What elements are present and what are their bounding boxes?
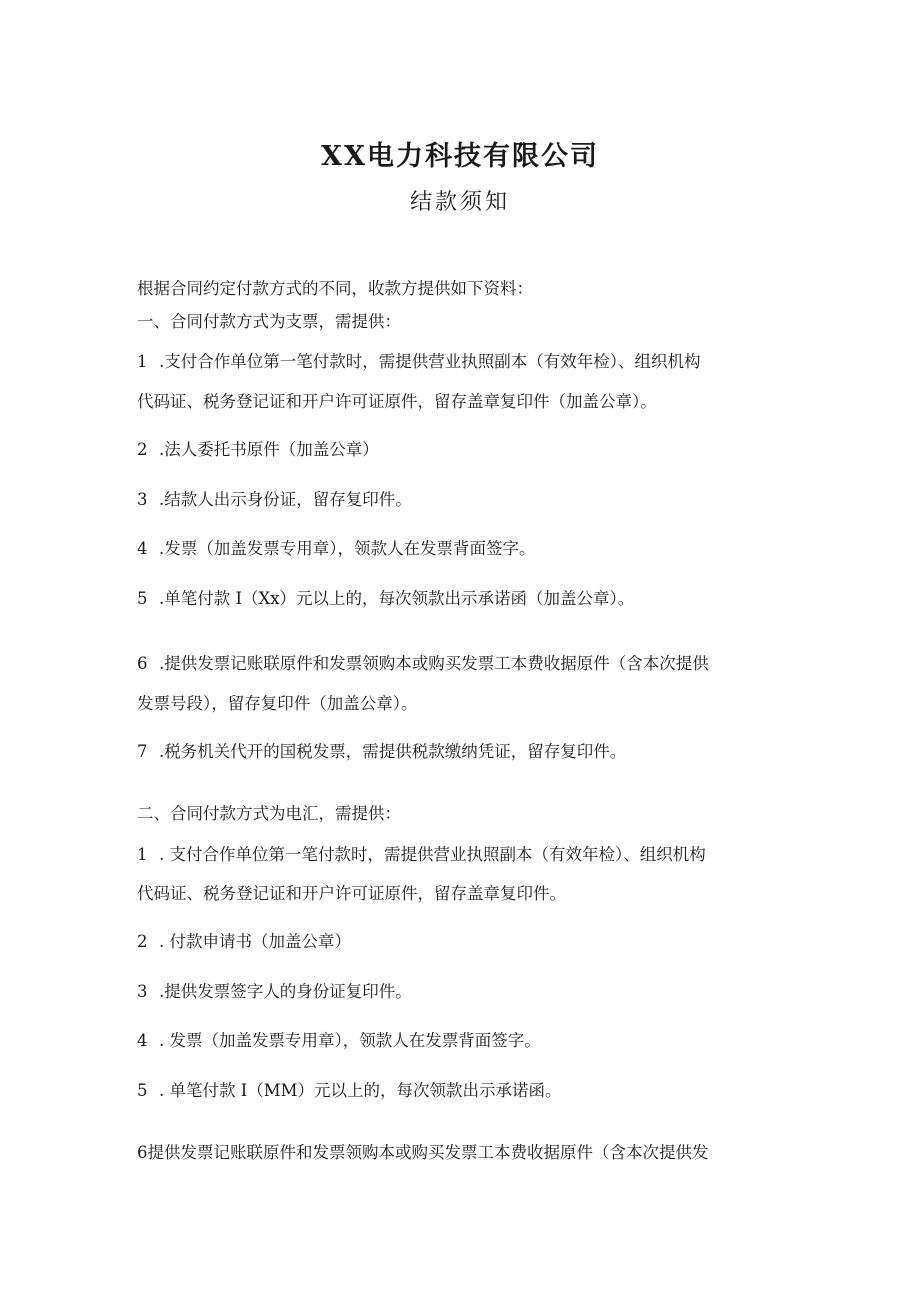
list-item [137,932,787,952]
item-text: .税务机关代开的国税发票，需提供税款缴纳凭证，留存复印件。 [159,742,627,761]
list-item [137,1031,787,1051]
item-text: .法人委托书原件（加盖公章） [159,440,379,459]
item-number: 6 [137,654,148,673]
item-text: .提供发票记账联原件和发票领购本或购买发票工本费收据原件（含本次提供 [159,654,709,673]
list-item [137,589,787,609]
item-text: . 付款申请书（加盖公章） [159,932,351,951]
list-item-continuation: 发票号段），留存复印件（加盖公章）。 [137,694,418,713]
item-number: 5 [137,589,148,608]
item-number: 1 [137,845,148,864]
section1-heading: 一、合同付款方式为支票，需提供： [137,312,401,331]
list-item [137,654,787,674]
item-text: .支付合作单位第一笔付款时，需提供营业执照副本（有效年检）、组织机构 [159,352,701,371]
list-item [137,539,787,559]
list-item [137,845,787,865]
item-number: 1 [137,352,148,371]
item-text: .提供发票签字人的身份证复印件。 [159,982,412,1001]
item-number: 3 [137,982,148,1001]
list-item-continuation: 代码证、税务登记证和开户许可证原件，留存盖章复印件。 [137,884,566,903]
item-text: . 单笔付款 I（MM）元以上的，每次领款出示承诺函。 [159,1081,562,1100]
list-item-continuation: 代码证、税务登记证和开户许可证原件，留存盖章复印件（加盖公章）。 [137,392,657,411]
item-text: . 发票（加盖发票专用章），领款人在发票背面签字。 [159,1031,541,1050]
list-item [137,352,787,372]
company-title: XX电力科技有限公司 [321,141,599,172]
item-number: 2 [137,440,148,459]
item-number: 4 [137,1031,148,1050]
list-item-partial: 6提供发票记账联原件和发票领购本或购买发票工本费收据原件（含本次提供发 [137,1143,709,1162]
document-subtitle: 结款须知 [409,190,510,215]
item-text: .发票（加盖发票专用章），领款人在发票背面签字。 [159,539,536,558]
item-text: .单笔付款 I（Xx）元以上的，每次领款出示承诺函（加盖公章）。 [159,589,635,608]
item-text: . 支付合作单位第一笔付款时，需提供营业执照副本（有效年检）、组织机构 [159,845,706,864]
list-item [137,490,787,510]
item-text: .结款人出示身份证，留存复印件。 [159,490,412,509]
list-item [137,440,787,460]
list-item [137,982,787,1002]
item-number: 3 [137,490,148,509]
list-item [137,742,787,762]
section2-heading: 二、合同付款方式为电汇，需提供： [137,804,401,823]
intro-paragraph: 根据合同约定付款方式的不同，收款方提供如下资料： [137,279,533,298]
item-number: 2 [137,932,148,951]
item-number: 4 [137,539,148,558]
item-number: 5 [137,1081,148,1100]
item-number: 7 [137,742,148,761]
list-item [137,1081,787,1101]
